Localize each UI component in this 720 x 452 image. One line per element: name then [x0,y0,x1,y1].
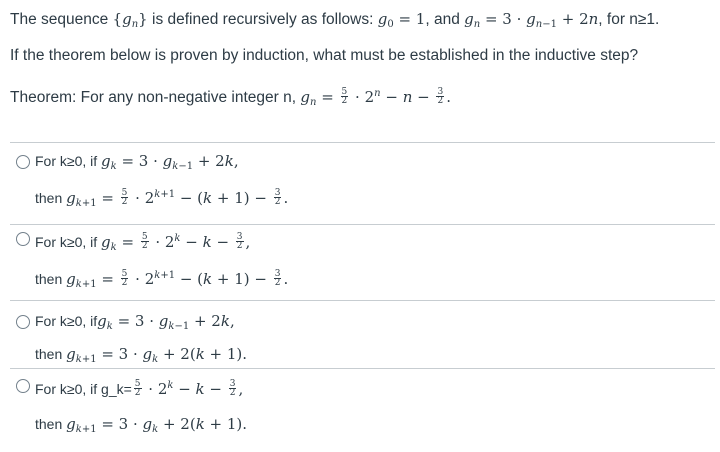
answer-b-prefix-2: then [35,271,67,287]
answer-d-line-1 [35,377,243,399]
answer-a-prefix-2: then [35,190,67,206]
question-line-2: If the theorem below is proven by induction, what must be established in the inductive step? [10,47,639,64]
question-line-1-text-b: is defined recursively as follows: [147,11,378,28]
answer-a-hypothesis: $g_k = 3 \cdot g_{k-1} + 2k$, [101,152,239,172]
answer-d-prefix-2: then [35,416,67,432]
answer-c-line-1 [35,312,235,336]
answer-d-line-2 [35,415,247,439]
answer-c-conclusion: $g_{k+1} = 3 \cdot g_k + 2(k + 1)$. [66,345,248,365]
answer-b-hypothesis: $g_k$ = $\frac{5}{2}$ · $2^k - k$ − $\frac{3}{2}$ , [101,231,251,253]
radio-button-d[interactable] [16,379,30,393]
answer-c-prefix-1: For k≥0, if [35,313,98,329]
answer-b-line-2 [35,267,288,294]
answer-c-hypothesis: $g_k = 3 \cdot g_{k-1} + 2k$, [97,312,235,332]
answer-a-prefix-1: For k≥0, if [35,153,102,169]
answer-a-line-2 [35,186,288,213]
answer-a-conclusion: $g_{k+1}$ = $\frac{5}{2}$ · $2^{k+1} - (k + 1)$ − $\frac{3}{2}$ . [66,187,289,209]
answer-b-conclusion: $g_{k+1}$ = $\frac{5}{2}$ · $2^{k+1} - (k + 1)$ − $\frac{3}{2}$ . [66,268,289,290]
answer-option-d[interactable] [10,368,715,449]
theorem-text: Theorem: For any non-negative integer n, [10,89,301,106]
radio-button-b[interactable] [16,232,30,246]
answer-d-prefix-1: For k≥0, if g_k= [35,381,132,397]
answer-option-c[interactable] [10,300,715,373]
question-line-1-text-d: , for n≥1. [598,11,660,28]
answer-c-line-2 [35,345,247,369]
sequence-notation: $\{g_n\}$ [112,10,148,30]
theorem-formula: $g_n$ = $\frac{5}{2}$ · $2^n - n$ − $\frac{3}{2}$ . [300,86,451,108]
answer-c-prefix-2: then [35,346,67,362]
answer-d-hypothesis: $\frac{5}{2}$ · $2^k - k$ − $\frac{3}{2}$ , [134,378,244,398]
radio-button-c[interactable] [16,315,30,329]
question-line-1-text-c: , and [425,11,465,28]
answer-b-prefix-1: For k≥0, if [35,234,102,250]
initial-condition: $g_0 = 1$ [377,10,426,30]
question-line-1 [10,9,659,35]
recurrence-relation: $g_n = 3 \cdot g_{n-1} + 2n$ [464,10,599,30]
answer-a-line-1 [35,152,239,176]
answer-option-a[interactable] [10,142,715,225]
answer-b-line-1 [35,230,250,257]
answer-d-conclusion: $g_{k+1} = 3 \cdot g_k + 2(k + 1)$. [66,415,248,435]
question-line-1-text-a: The sequence [10,11,113,28]
radio-button-a[interactable] [16,155,30,169]
theorem-statement [10,84,451,113]
answer-option-b[interactable] [10,224,715,307]
